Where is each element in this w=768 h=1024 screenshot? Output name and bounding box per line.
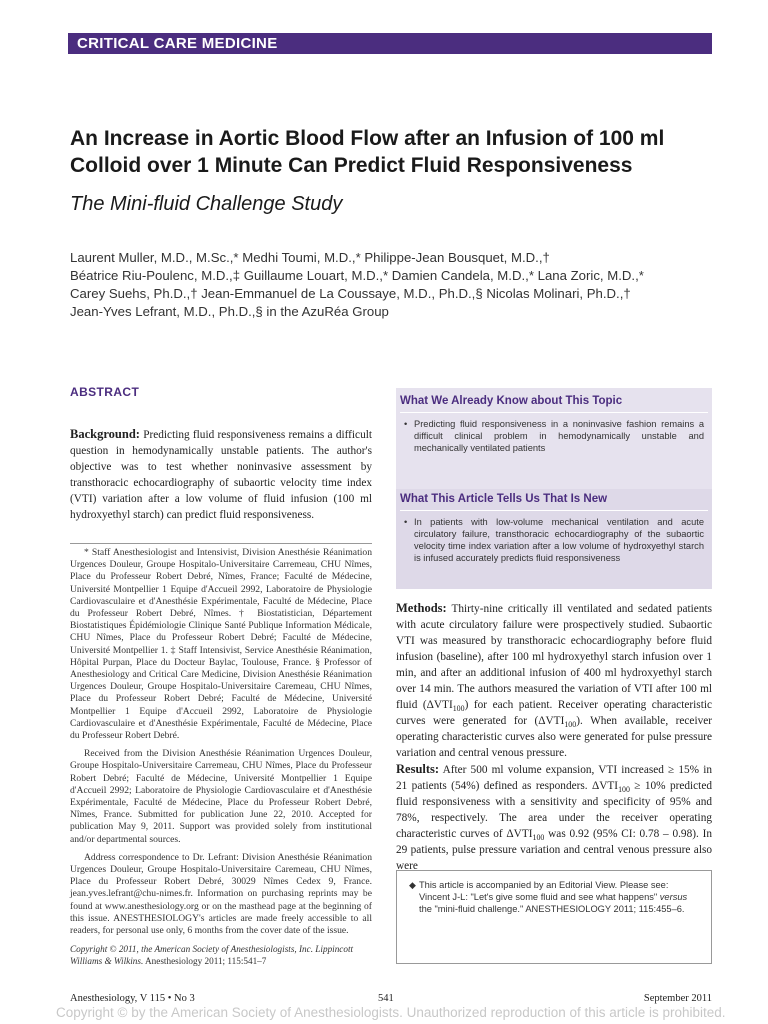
title-line-2: Colloid over 1 Minute Can Predict Fluid Responsiveness [70,154,633,177]
background-text: Predicting fluid responsiveness remains a difficult question in hemodynamically unstable patients. The author's objective was to test whether noninvasive assessment by transthoracic echocardiography of subaortic velocity time index (VTI) variation after a low volume of fluid infusion (100 ml hydroxyethyl starch) can predict fluid responsiveness. [70,429,372,521]
results-label: Results: [396,762,440,776]
copyright-citation: Anesthesiology 2011; 115:541–7 [145,956,267,966]
author-line: Béatrice Riu-Poulenc, M.D.,‡ Guillaume Louart, M.D.,* Damien Candela, M.D.,* Lana Zoric, M.D.,* [70,268,644,283]
author-list [70,249,720,321]
bullet-icon: • [404,419,408,429]
editorial-note: ◆ This article is accompanied by an Editorial View. Please see: Vincent J-L: "Let's give some fluid and see what happens" versus the "mini-fluid challenge." ANESTHESIOLOGY 2011; 115:455–6. [396,870,712,964]
page-number: 541 [378,993,394,1004]
results-paragraph: Results: After 500 ml volume expansion, VTI increased ≥ 15% in 21 patients (54%) defined as responders. $\Delta VTI_{100} \ge 10\%$ predicted fluid responsiveness with a sensitivity and specificity of 95% and 78%, respectively. The area under the receiver operating characteristic curves of $\Delta VTI_{100}$ was 0.92 (95% CI: 0.78 – 0.98). In 29 patients, pulse pressure variation and central venous pressure also were [396,762,712,872]
footnote-correspondence: Address correspondence to Dr. Lefrant: Division Anesthésie Réanimation Urgences Douleur, Groupe Hospitalo-Universitaire Caremeau, CHU Nîmes, Place du Professeur Robert Debré, 30029 Nîmes Cedex 9, France. jean.yves.lefrant@chu-nimes.fr. Information on purchasing reprints may be found at www.anesthesiology.org or on the masthead page at the beginning of this issue. ANESTHESIOLOGY's articles are made freely accessible to all readers, for personal use only, 6 months from the cover date of the issue. [70,851,372,937]
background-label: Background: [70,427,140,441]
article-subtitle: The Mini-fluid Challenge Study [70,193,343,215]
section-banner: CRITICAL CARE MEDICINE [68,33,712,54]
tells-item: • In patients with low-volume mechanical ventilation and acute circulatory failure, transthoracic echocardiography of the subaortic velocity time index variation after a low volume of hydroxyethyl starch is infused accurately predicts fluid responsiveness [404,517,704,563]
footnotes [70,543,372,943]
methods-paragraph: Methods: Thirty-nine critically ill ventilated and sedated patients with acute circulatory failure were prospectively studied. Subaortic VTI was measured by transthoracic echocardiography before fluid infusion (baseline), after 100 ml hydroxyethyl starch infusion over 1 min, and after an additional infusion of 400 ml hydroxyethyl starch over 14 min. The authors measured the variation of VTI after 100 ml fluid $(\Delta VTI_{100})$ for each patient. Receiver operating characteristic curves were generated for $(\Delta VTI_{100})$. When available, receiver operating characteristic curves also were generated for pulse pressure variation and central venous pressure. [396,601,713,759]
divider [400,510,708,511]
article-title [70,125,720,179]
footnote-affiliations: * Staff Anesthesiologist and Intensivist, Division Anesthésie Réanimation Urgences Douleur, Groupe Hospitalo-Universitaire Carremeau, CHU Nîmes, Place du Professeur Robert Debré, Nîmes, France; Faculté de Médecine, Université Montpellier 1 Equipe d'Accueil 2992, Laboratoire de Physiologie Cardiovasculaire et d'Anesthésie Expérimentale, Faculté de Médecine, Place du Professeur Robert Debré, Nîmes. † Biostatistician, Département Biostatistiques Épidémiologie Clinique Santé Publique Information Médicale, CHU Nîmes, Place du Professeur Robert Debré; Faculté de Médecine, Université Montpellier 1. ‡ Staff Intensivist, Service Anesthésie Réanimation, Hôpital Purpan, Place du Docteur Baylac, Toulouse, France. § Professor of Anesthesiology and Critical Care Medicine, Division Anesthésie Réanimation Urgences Douleur, Groupe Hospitalo-Universitaire Caremeau, CHU Nîmes, Place du Professeur Robert Debré; Faculté de Médecine, Université Montpellier 1 Equipe d'Accueil 2992, Laboratoire de Physiologie Cardiovasculaire et d'Anesthésie Expérimentale, Faculté de Médecine, Place du Professeur Robert Debré. [70,547,372,742]
copyright-watermark: Copyright © by the American Society of Anesthesiologists. Unauthorized reproduction of this article is prohibited. [56,1005,726,1020]
methods-label: Methods: [396,601,447,615]
divider [400,412,708,413]
abstract-methods-results [396,600,712,874]
abstract-heading: ABSTRACT [70,385,140,399]
author-line: Laurent Muller, M.D., M.Sc.,* Medhi Toumi, M.D.,* Philippe-Jean Bousquet, M.D.,† [70,250,550,265]
title-line-1: An Increase in Aortic Blood Flow after an Infusion of 100 ml [70,127,665,150]
issue-date: September 2011 [643,993,712,1004]
journal-issue: Anesthesiology, V 115 • No 3 [70,993,195,1004]
copyright-notice [70,943,372,967]
bullet-icon: • [404,517,408,527]
abstract-background [70,426,372,523]
author-line: Carey Suehs, Ph.D.,† Jean-Emmanuel de La Coussaye, M.D., Ph.D.,§ Nicolas Molinari, Ph.D.,† [70,286,631,301]
diamond-icon: ◆ [409,880,416,890]
tells-heading: What This Article Tells Us That Is New [400,493,608,505]
author-line: Jean-Yves Lefrant, M.D., Ph.D.,§ in the AzuRéa Group [70,304,389,319]
know-heading: What We Already Know about This Topic [400,395,623,407]
copyright-italic: Copyright © 2011, the American Society of Anesthesiologists, Inc. Lippincott Williams & Wilkins. [70,944,354,966]
know-item: • Predicting fluid responsiveness in a noninvasive fashion remains a difficult clinical problem in hemodynamically unstable and mechanically ventilated patients [404,419,704,453]
footnote-received: Received from the Division Anesthésie Réanimation Urgences Douleur, Groupe Hospitalo-Universitaire Carremeau, CHU Nîmes, Place du Professeur Robert Debré; Faculté de Médecine, Université Montpellier 1 Equipe d'Accueil 2992; Laboratoire de Physiologie Cardiovasculaire et d'Anesthésie Expérimentale, Faculté de Médecine, Place du Professeur Robert Debré, Nîmes, France. Submitted for publication June 22, 2010. Accepted for publication May 9, 2011. Support was provided solely from institutional and/or departmental sources. [70,748,372,845]
